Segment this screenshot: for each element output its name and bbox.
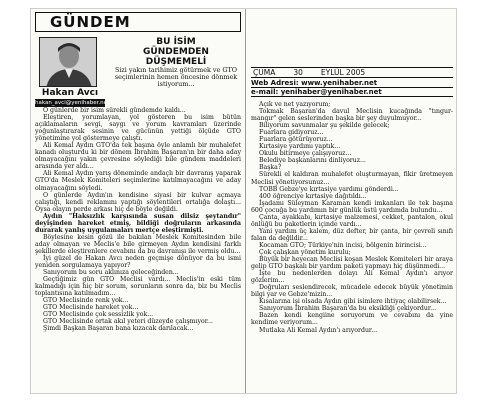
article-paragraph: Şimdi Başkan Başaran bana kızacak darılacak... (43, 325, 194, 333)
article-paragraph: Aydın "Haksızlık karşısında susan dilsiz şeytandır" deyişinden hareket etmiş, bildiği doğruların arkasında durarak yanlış uygulamaları mertçe eleştirmişti. (35, 212, 241, 234)
article-paragraph: TOBB Gebze'ye kırtasiye yardımı gönderdi... (259, 185, 399, 193)
intro-text (109, 67, 243, 105)
article-paragraph: Çanta, ayakkabı, kırtasiye malzemesi, cekket, pantalon, okul önlüğü bu paketlerin içinde vardı... (251, 213, 453, 228)
article-paragraph: Sürekli el kaldıran muhalefet oluşturmayan, fikir üretmeyen Meclisi yönetiyorsunuz... (251, 171, 453, 186)
article-paragraph: Tokmak Başaran'da davul Meclisin kucağında "tıngur-mangır" gelen seslerinden başka bir şey duyulmuyor... (251, 108, 453, 123)
left-column (31, 9, 245, 394)
newspaper-clipping (30, 8, 457, 394)
article-paragraph: O günlerde Aydın'ın kendisine siyasi bir kulvar açmaya çalıştığı, kendi reklamını yaptığı söylentileri ortalığa dolaştı... Oysa olayın perde arkası hiç de böyle değildi. (35, 191, 241, 213)
date-city: ÇUMA (253, 68, 276, 77)
article-paragraph: Okulu bitirmeye çalışıyoruz... (259, 150, 352, 158)
date-day: 30 (293, 68, 303, 77)
article-paragraph: Çok çalışkan yönetim kurulu; (259, 248, 351, 256)
article-paragraph: Büyük bir heyecan Meclisi koşan Meslek Komiteleri bir araya gelip GTO başkalı bir yardım paketi yapmayı hiç düşünmedi... (251, 256, 453, 271)
column-divider (245, 9, 246, 394)
article-paragraph: Bazen kendi kengiine soruyorum ve cevabını da yine kendime veriyorum... (251, 312, 453, 327)
article-paragraph: Fuarlara gidiyoruz... (259, 129, 324, 137)
article-paragraph: Eleştiren, yorumlayan, yol gösteren bu isim bütün açıklamaların sevgi, saygı ve yorum kavramları üzerinde yoğunlaştırarak sesinin ve gücünün yettiği ölçüde GTO yönetimine yol göstermeye çalıştı. (35, 114, 241, 143)
article-paragraph: Sanıyorum bu soru aklınıza geleceğinden... (43, 269, 179, 277)
article-paragraph: Geçtiğimiz gün GTO Meclisi vardı... Meclis'in eski tüm kalmadığı için hiç bir sorum, sorunların sonra da, biz bu Meclis toplantısına katılmadım... (35, 276, 241, 298)
left-body (35, 107, 241, 393)
article-paragraph: Belediye başkanlarını dinliyoruz... (259, 157, 366, 165)
article-paragraph: GTO Meclisinde renk yok... (43, 297, 129, 305)
author-photo-image (40, 38, 97, 87)
intro-paragraph: Sizi yakın tarihimiz götürmek ve GTO seçimlerinin hemen öncesine dönmek istiyorum... (114, 67, 238, 89)
section-heading: GÜNDEM (50, 13, 131, 31)
article-paragraph: Kırtasiye yardımı yaptık... (259, 143, 341, 151)
article-paragraph: Ali Kemal Aydın yarış döneminde andaçlı bir davranış yaparak GTO'da Meslek Komiteleri seçimlerine katılmayacağını ve aday olmayacağını söyledi. (35, 170, 241, 192)
article-paragraph: İşadamı Süleyman Karaman kendi imkanları ile tek başına 600 çocuğa bu yardımın bir günlük üstü yardımda bulundu... (251, 199, 453, 214)
article-paragraph: Kocaman GTO; Türkiye'nin incisi, bölgenin birincisi... (259, 241, 427, 249)
article-paragraph: Başka? (259, 164, 282, 172)
article-paragraph: GTO Meclisinde hareket yok... (43, 304, 139, 312)
article-paragraph: Doğruları seslendirecek, mücadele edecek büyük yönetimin bilgi yar ve Gebze'mizin... (251, 284, 453, 299)
article-paragraph: Ali Kemal Aydın GTO'da tek başına öyle anlamlı bir muhalefet kanadı oluşturdu ki bir dönem İbrahim Başaran'ın bir daha aday olmayacağını yakın çevresine söylediği bile gündem maddeleri arasında yer aldı... (35, 142, 241, 171)
article-paragraph: Kısalarına işi olsada Aydın gibi isimlere ihtiyaç olabilirsek... (259, 298, 447, 306)
author-name: Hakan Avcı (41, 88, 99, 98)
section-header (35, 12, 241, 32)
article-paragraph: GTO Meclisinde çok sessizlik yok... (43, 311, 154, 319)
article-paragraph: İşte bu nedenlerden dolayı Ali Kemal Aydın'ı arıyor gözlerim... (251, 270, 453, 285)
article-title (109, 37, 243, 67)
web-address: Web Adresi: www.yenihaber.net (251, 77, 453, 87)
article-paragraph: Yani yardım üç kalem, düz defter, bir çanta, bir çevreli sınıfı falan da değildir... (251, 227, 453, 242)
article-paragraph: 400 öğrenciye kırtasiye dağıtıldı... (259, 192, 367, 200)
title-line: BU İSİM (156, 37, 196, 47)
article-paragraph: İyi güzel de Hakan Avcı neden geçmişe dönüyor da bu ismi yeniden sorgulamaya yapıyor? (35, 254, 241, 270)
article-paragraph: GTO Meclisinde ortak akıl yeteri düzeyde çalışmıyor... (43, 318, 213, 326)
date-line (251, 67, 453, 77)
title-line: DÜŞMEMELİ (145, 57, 207, 67)
article-paragraph: Mutlaka Ali Kemal Aydın'ı arıyordur... (259, 326, 378, 334)
article-paragraph: Böylesine kesin gözü ile bakılan Meslek Komitesinden bile aday olmayan ve Meclis'e bile girmeyen Aydın kendisini farklı şekillerde eleştirenlere cevabını da bu davranışı ile vermiş oldu... (35, 233, 241, 255)
article-paragraph: Açık ve net yazıyorum; (259, 101, 331, 108)
right-body (251, 101, 453, 393)
article-paragraph: Sanıyorum İbrahim Başaran'da bu eksikliği çekiyordur... (259, 305, 437, 313)
email-address: e-mail: yenihaber@yenihaber.net (251, 87, 453, 97)
article-paragraph: Biliyorum savunmalar şu şekilde gelecek; (259, 122, 390, 130)
article-paragraph: O günlerde bir isim sürekli gündemde kaldı... (43, 107, 186, 114)
title-line: GÜNDEMDEN (143, 47, 209, 57)
article-paragraph: Fuarlara götürüyoruz... (259, 136, 333, 144)
author-email: hakan_avci@yenihaber.net (35, 100, 110, 106)
right-column (247, 9, 457, 394)
author-photo (39, 37, 97, 87)
date-month-year: EYLÜL 2005 (320, 68, 366, 77)
